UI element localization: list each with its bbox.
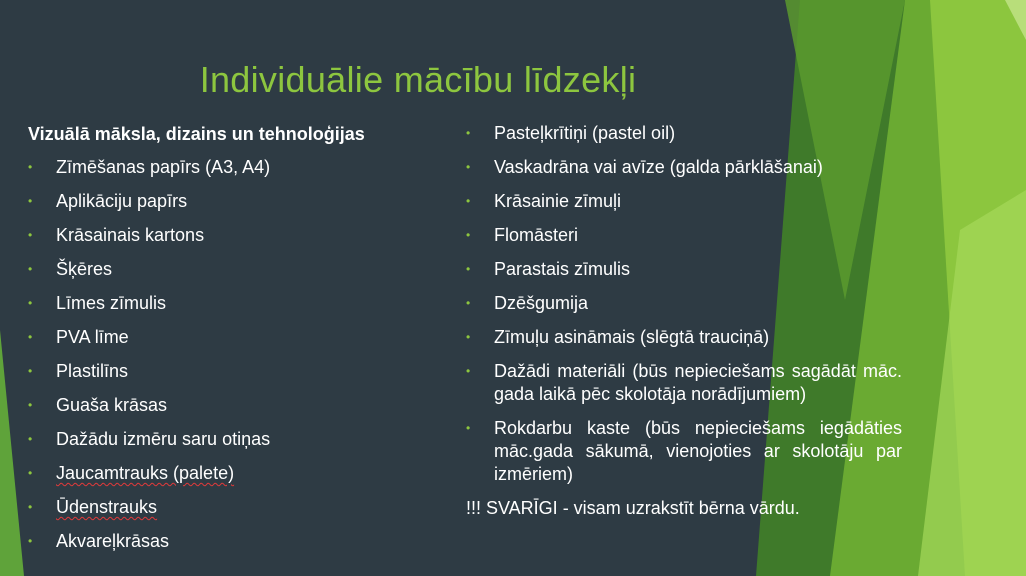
bullet-icon: • (28, 534, 33, 548)
list-item: • Dzēšgumija (466, 293, 589, 313)
bullet-icon: • (466, 364, 471, 378)
list-item: • Zīmuļu asināmais (slēgtā trauciņā) (466, 327, 770, 347)
bullet-icon: • (466, 194, 471, 208)
left-heading: Vizuālā māksla, dizains un tehnoloģijas (28, 124, 365, 144)
bullet-icon: • (28, 466, 33, 480)
bullet-icon: • (28, 330, 33, 344)
bullet-icon: • (28, 398, 33, 412)
list-item: • Jaucamtrauks (palete) (28, 463, 235, 483)
bullet-icon: • (466, 296, 471, 310)
bullet-icon: • (28, 262, 33, 276)
list-item: • Rokdarbu kaste (būs nepieciešams iegādāties māc.gada sākumā, vienojoties ar skolotāju par izmēriem) (466, 418, 902, 484)
bullet-icon: • (466, 330, 471, 344)
right-list (466, 122, 902, 486)
left-list (28, 156, 448, 553)
list-item: • Krāsainais kartons (28, 225, 205, 245)
list-item: • Šķēres (28, 259, 113, 279)
bullet-icon: • (28, 194, 33, 208)
list-item: • PVA līme (28, 327, 129, 347)
bullet-icon: • (28, 500, 33, 514)
list-item: • Līmes zīmulis (28, 293, 167, 313)
list-item: • Ūdenstrauks (28, 497, 158, 517)
list-item: • Akvareļkrāsas (28, 531, 170, 551)
bullet-icon: • (466, 262, 471, 276)
list-item: • Vaskadrāna vai avīze (galda pārklāšanai) (466, 157, 823, 177)
right-column (466, 122, 902, 520)
important-note: !!! SVARĪGI - visam uzrakstīt bērna vārdu. (466, 498, 800, 518)
list-item: • Dažādi materiāli (būs nepieciešams sagādāt māc. gada laikā pēc skolotāja norādījumiem) (466, 361, 902, 404)
bullet-icon: • (28, 296, 33, 310)
deco-left-strip (0, 330, 24, 576)
bullet-icon: • (466, 126, 471, 140)
slide-title: Individuālie mācību līdzekļi (199, 59, 637, 100)
bullet-icon: • (466, 228, 471, 242)
bullet-icon: • (466, 421, 471, 435)
list-item: • Krāsainie zīmuļi (466, 191, 622, 211)
list-item: • Flomāsteri (466, 225, 579, 245)
bullet-icon: • (28, 160, 33, 174)
bullet-icon: • (28, 228, 33, 242)
list-item: • Zīmēšanas papīrs (A3, A4) (28, 157, 271, 177)
bullet-icon: • (466, 160, 471, 174)
list-item: • Parastais zīmulis (466, 259, 631, 279)
list-item: • Dažādu izmēru saru otiņas (28, 429, 271, 449)
bullet-icon: • (28, 432, 33, 446)
list-item: • Pasteļkrītiņi (pastel oil) (466, 123, 676, 143)
list-item: • Aplikāciju papīrs (28, 191, 188, 211)
list-item: • Guaša krāsas (28, 395, 168, 415)
bullet-icon: • (28, 364, 33, 378)
left-column (28, 122, 448, 564)
list-item: • Plastilīns (28, 361, 129, 381)
